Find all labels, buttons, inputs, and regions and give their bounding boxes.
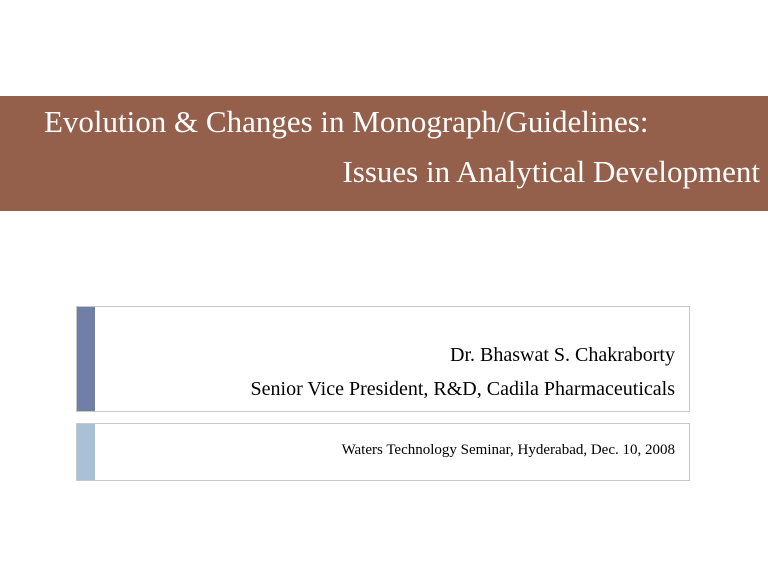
presenter-name: Dr. Bhaswat S. Chakraborty — [450, 344, 675, 366]
event-box — [76, 423, 690, 481]
event-text: Waters Technology Seminar, Hyderabad, Dec. 10, 2008 — [341, 442, 675, 458]
presenter-position: Senior Vice President, R&D, Cadila Pharmaceuticals — [250, 378, 675, 400]
presenter-accent-bar — [77, 307, 95, 411]
event-accent-bar — [77, 424, 95, 480]
presenter-box — [76, 306, 690, 412]
title-line-2: Issues in Analytical Development — [342, 154, 760, 189]
title-line-1: Evolution & Changes in Monograph/Guidelines: — [44, 104, 649, 139]
